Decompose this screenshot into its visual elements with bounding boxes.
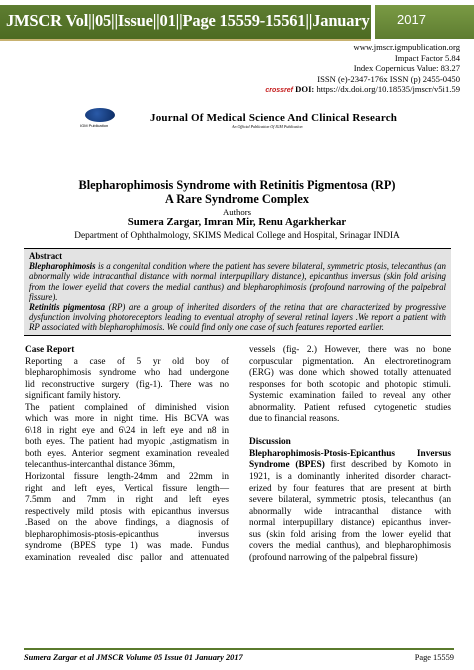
- body-line: Systemic examination failed to reveal any other: [249, 391, 451, 402]
- body-line: responses for both scotopic and photopic stimuli.: [249, 379, 451, 390]
- abstract-term-1: Blepharophimosis: [29, 261, 96, 272]
- year-banner: [375, 5, 474, 39]
- body-line: 6\18 in right eye and 6\24 in left eye and n8 in: [25, 425, 229, 436]
- body-line: syndrome (BPES type 1) was made. Fundus: [25, 541, 229, 552]
- body-line: respectively mild ptosis with epicanthus inversus: [25, 506, 229, 517]
- article-title-line2: A Rare Syndrome Complex: [164, 192, 310, 206]
- authors: Sumera Zargar, Imran Mir, Renu Agarkherkar: [127, 216, 347, 228]
- body-line: 1921, is a dominantly inherited disorder charact-: [249, 471, 451, 482]
- body-line: right and left eyes, Vertical fissure length—: [25, 483, 229, 494]
- paragraph-gap: [249, 426, 451, 438]
- body-line: Horizontal fissure length-24mm and 22mm in: [25, 472, 229, 483]
- year-text: 2017: [397, 12, 426, 27]
- journal-subtitle: An Official Publication Of IGM Publication: [232, 124, 303, 129]
- body-line: due to financial reasons.: [249, 414, 340, 425]
- body-line: corpuscular pigmentation. An electroretinogram: [249, 356, 451, 367]
- body-line: examination revealed disc pallor and attenuated: [25, 552, 229, 563]
- abstract-paragraph-1: [29, 261, 446, 302]
- abstract-text-2: (RP) are a group of inherited disorders of the retina that are characterized by progressive dysfunction involving photoreceptors leading to eventual atrophy of several retinal layers .We report a patient with RP associated with blepharophimosis. We could find only one case of such features reported earlier.: [29, 302, 446, 333]
- journal-meta: [265, 42, 460, 97]
- body-line: severe bilateral, symmetric ptosis, telecanthus (an: [249, 495, 451, 506]
- article-title-line1: Blepharophimosis Syndrome with Retinitis Pigmentosa (RP): [78, 178, 396, 192]
- abstract-box: [24, 248, 451, 336]
- crossref-logo: crossref: [265, 87, 294, 95]
- body-line: The patient complained of diminished vision: [25, 402, 229, 413]
- bpes-term: Syndrome (BPES): [249, 460, 325, 471]
- body-line: vessels (fig- 2.) However, there was no bone: [249, 345, 451, 355]
- body-line: Reporting a case of 5 yr old boy of: [25, 356, 229, 367]
- body-line: erized by four features that are present at birth: [249, 483, 451, 494]
- igm-logo: [80, 108, 140, 130]
- page-number: Page 15559: [414, 653, 454, 662]
- body-line: lid reconstructive surgery (fig-1). There was no: [25, 379, 229, 390]
- authors-label: Authors: [223, 207, 251, 217]
- issn: ISSN (e)-2347-176x ISSN (p) 2455-0450: [317, 73, 460, 84]
- body-line: both eyes. Anterior segment examination revealed: [25, 448, 229, 459]
- body-line: 7.5mm and 7mm in right and left eyes: [25, 495, 229, 506]
- body-line: abnormality. Patient refused cytogenetic studies: [249, 402, 451, 413]
- body-line: blepharophimosis-ptosis-epicanthus inversus: [25, 529, 229, 540]
- body-line: [249, 460, 451, 472]
- body-line: (profound narrowing of the palpebral fissure): [249, 552, 418, 563]
- body-line: telecanthus-intercanthal distance 36mm,: [25, 460, 175, 471]
- impact-factor: Impact Factor 5.84: [394, 52, 460, 63]
- body-line: significant family history.: [25, 391, 121, 402]
- body-line: abnormally wide intracanthal distance with: [249, 506, 451, 517]
- body-line: Blepharophimosis-Ptosis-Epicanthus Inversus: [249, 448, 451, 459]
- body-line: normal interpupillary distance) epicanthus inver-: [249, 518, 451, 529]
- journal-banner-text: JMSCR Vol||05||Issue||01||Page 15559-15561||January: [6, 11, 370, 30]
- journal-header: [0, 5, 474, 39]
- case-report-heading: Case Report: [25, 345, 75, 355]
- journal-name: Journal Of Medical Science And Clinical Research: [150, 112, 398, 124]
- affiliation: Department of Ophthalmology, SKIMS Medical College and Hospital, Srinagar INDIA: [74, 231, 400, 241]
- abstract-paragraph-2: [29, 302, 446, 333]
- body-line: both eyes. The patient had myopic ,astigmatism in: [25, 437, 229, 448]
- abstract-heading: Abstract: [29, 251, 63, 261]
- abstract-text-1: is a congenital condition where the patient has severe bilateral, symmetric ptosis, telecanthus (an abnormally wide intracanthal distance with normal interpupillary distance), epicanthus inversus (skin fold arising from the lower eyelid that covers the medial canthus) and blepharophimosis (profound narrowing of the palpebral fissure).: [29, 261, 446, 302]
- body-line: blepharophimosis syndrome who had undergone: [25, 368, 229, 379]
- body-line: (ERG) was done which showed totally attenuated: [249, 368, 451, 379]
- body-line: sus (skin fold arising from the lower eyelid that: [249, 529, 451, 540]
- body-line: covers the medial canthus), and blepharophimosis: [249, 541, 451, 552]
- bpes-text: first described by Komoto in: [324, 460, 451, 471]
- left-column: [25, 345, 229, 564]
- doi-label: DOI:: [295, 84, 315, 95]
- doi-line: [265, 84, 460, 97]
- abstract-term-2: Retinitis pigmentosa: [29, 302, 106, 313]
- footer-citation: Sumera Zargar et al JMSCR Volume 05 Issue 01 January 2017: [24, 653, 243, 662]
- globe-icon: [85, 108, 115, 122]
- copernicus-value: Index Copernicus Value: 83.27: [353, 63, 460, 74]
- page-footer: [24, 648, 454, 662]
- journal-banner: [0, 5, 371, 41]
- publisher-name: IGM Publication: [80, 123, 109, 128]
- doi-link[interactable]: https://dx.doi.org/10.18535/jmscr/v5i1.59: [316, 84, 460, 95]
- right-column: [249, 345, 451, 564]
- discussion-heading: Discussion: [249, 437, 291, 448]
- body-line: which was more in night time. His BCVA was: [25, 414, 229, 425]
- website-link[interactable]: www.jmscr.igmpublication.org: [353, 42, 460, 52]
- body-line: .Based on the above findings, a diagnosis of: [25, 518, 229, 529]
